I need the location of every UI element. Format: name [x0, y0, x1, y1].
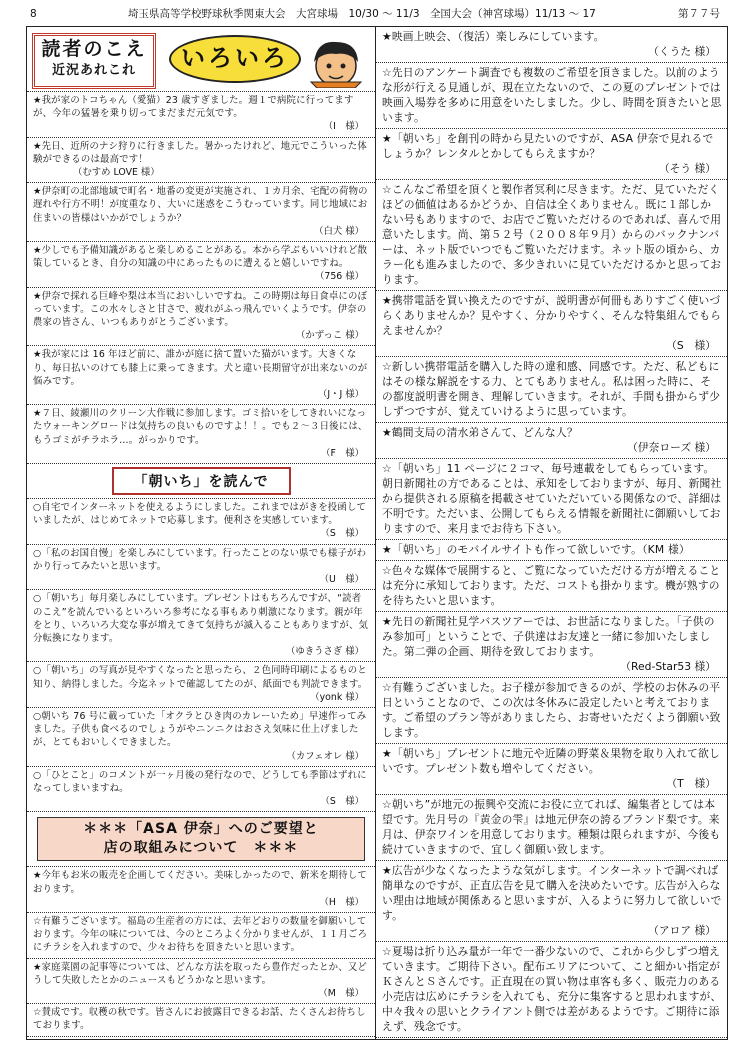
letter-signature: （むすめ LOVE 様） — [73, 167, 160, 179]
readers-voice-box — [32, 33, 156, 89]
masthead-title: 読者のこえ — [41, 38, 147, 60]
letter-text: ○「私のお国自慢」を楽しみにしています。行ったことのない県でも様子がわかり行ってみたいと思います。 — [33, 547, 367, 572]
letter-item — [27, 242, 375, 288]
letter-text: ☆こんなご希望を頂くと製作者冥利に尽きます。ただ、見ていただくほどの価値はあるかどうか、自信は全くありません。既に１部しかない号もありますので、お店でご覧いただけるのであれば、喜んで用意いたします。尚、第５２号（２００８年９月）からのバックナンバーは、ネット版でいつでもご覧いただけます。ネット版の頃から、カラー化も進みましたので、多少きれいに見ていただけるかと思っております。 — [382, 183, 722, 286]
letter-text: ★少しでも予備知識があると楽しめることがある。本から学ぶもいいけれど散策しているとき、自分の知識の中にあったものに遭えると嬉しいですね。 — [33, 245, 368, 270]
letter-item — [27, 662, 375, 708]
letter-text: ★先日、近所のナシ狩りに行きました。暑かったけれど、地元でこういった体験ができるのは最高です！ — [33, 140, 367, 165]
left-items — [27, 92, 375, 464]
letter-text: ○「朝いち」毎月楽しみにしています。プレゼントはもちろんですが、“読者のこえ”を読んでいるといろいろ参考になる事もあり刺激になります。親が年をとり、いろいろ大変な事が増えてきて気持ちが滅入ることもありますが、気分転換になります。 — [33, 593, 369, 644]
letter-item — [376, 423, 727, 459]
letter-item — [27, 138, 375, 184]
section-asa-title — [37, 817, 365, 861]
letter-signature: （U 様） — [319, 574, 364, 586]
letter-item — [376, 861, 727, 942]
event-info: 埼玉県高等学校野球秋季関東大会 大宮球場 10/30 〜 11/3 全国大会（神宮球場）11/13 〜 17 — [128, 8, 596, 20]
page-number: 8 — [30, 8, 37, 20]
mascot-illustration — [303, 32, 369, 88]
letter-item — [27, 92, 375, 138]
letter-signature: （S 様） — [666, 339, 716, 352]
letter-signature: （かずっこ 様） — [295, 330, 364, 342]
letter-signature: （そう 様） — [658, 162, 716, 175]
letter-text: ★今年もお米の販売を企画してください。美味しかったので、新米を期待しております。 — [33, 870, 367, 895]
masthead-subtitle: 近況あれこれ — [51, 63, 136, 78]
letter-item — [27, 499, 375, 545]
letter-text: ○「ひとこと」のコメントが一ヶ月後の発行なので、どうしても季節はずれになってしまいますね。 — [33, 769, 367, 794]
masthead — [27, 27, 375, 92]
letter-signature: （白犬 様） — [314, 225, 364, 237]
letter-text: ☆有難うございました。お子様が参加できるのが、学校のお休みの平日ということなので、この次は冬休みに設定したいと考えております。ご希望のプラン等がありましたら、お寄せいただくよう御願い致します。 — [382, 681, 721, 739]
letter-item — [376, 459, 727, 540]
letter-item — [27, 405, 375, 464]
letter-text: ★我が家には 16 年ほど前に、誰かが庭に捨て置いた猫がいます。大きくなり、毎日払いのけても膝上に乗ってきます。犬と違い長期留守が出来ないのが悩みです。 — [33, 349, 368, 387]
letter-signature: （yonk 様） — [310, 691, 364, 703]
section-asa-right-items — [376, 27, 727, 1038]
section-asaichi-header — [27, 464, 375, 499]
section-asa-title-line1: ＊＊＊「ASA 伊奈」へのご要望と — [83, 821, 319, 838]
section-asaichi-items — [27, 499, 375, 812]
letter-item — [376, 129, 727, 180]
letter-signature: （F 様） — [321, 447, 364, 459]
letter-item — [376, 612, 727, 678]
letter-item — [27, 288, 375, 347]
letter-signature: （Red-Star53 様） — [620, 660, 716, 673]
letter-item — [376, 291, 727, 357]
letter-signature: （T 様） — [666, 777, 716, 790]
letter-text: ★携帯電話を買い換えたのですが、説明書が何冊もありすごく使いづらくありませんか？見やすく、分かりやすく、そんな特集組んでもらえませんか？ — [382, 294, 722, 337]
letter-item — [376, 27, 727, 63]
letter-text: ★我が家のトコちゃん（愛猫）23 歳すぎました。週１で病院に行ってますが、今年の猛暑を乗り切ってまだまだ元気です。 — [33, 95, 354, 120]
letter-item — [27, 590, 375, 662]
letter-text: ☆有難うございます。福島の生産者の方には、去年どおりの数量を御願いしております。今年の味については、今のところよく分かりませんが、１１月ごろにチラシを入れますので、少々お待ちを頂きたいと思います。 — [33, 915, 368, 954]
letter-item — [376, 561, 727, 612]
section-asa-left-items — [27, 867, 375, 1036]
letter-item — [376, 678, 727, 744]
page-header — [26, 4, 728, 24]
letter-signature: （756 様） — [315, 271, 364, 283]
letter-item — [376, 357, 727, 423]
page-frame — [26, 26, 728, 1040]
letter-item — [27, 1004, 375, 1036]
letter-signature: （アロア 様） — [648, 924, 716, 937]
letter-item — [376, 744, 727, 795]
letter-item — [376, 942, 727, 1038]
letter-signature: （H 様） — [319, 896, 364, 908]
letter-text: ☆夏場は折り込み量が一年で一番少ないので、これから少しずつ増えていきます。ご期待下さい。配布エリアについて、こと細かい指定がＫさんとＳさんです。正直現在の買い物は車客も多く、販売力のある小売店は広めにチラシを入れても、充分に集客すると思われますが、中々我々の思いとクライアント側では差があるようです。ご期待に添えず、残念です。 — [382, 945, 722, 1033]
letter-signature: （くうた 様） — [648, 45, 716, 58]
letter-item — [376, 795, 727, 861]
letter-text: ○「朝いち」の写真が見やすくなったと思ったら、２色同時印刷によるものと知り、納得しました。今迄ネットで確認してたのが、紙面でも判読できます。 — [33, 665, 368, 690]
letter-text: ★家庭菜園の記事等については、どんな方法を取ったら豊作だったとか、又どうして失敗したとかのニュースもどうかなと思います。 — [33, 961, 367, 986]
letter-text: ☆先日のアンケート調査でも複数のご希望を頂きました。以前のような形が行える見通しが、現在立たないので、この夏のプレゼントでは映画入場券を多めに用意をいたしました。少し、時間を頂きたいと思います。 — [382, 66, 722, 124]
letter-item — [27, 913, 375, 959]
letter-text: ○自宅でインターネットを使えるようにしました。これまではがきを投函していましたが、はじめてネットで応募します。便利さを実感しています。 — [33, 502, 367, 527]
right-column — [376, 27, 727, 1039]
letter-text: ○朝いち 76 号に載っていた「オクラとひき肉のカレーいため」早速作ってみました。子供も食べるのでしょうがやニンニクはおさえ気味に仕上げましたが、とてもおいしくできました。 — [33, 710, 367, 749]
letter-item — [27, 183, 375, 242]
letter-item — [376, 540, 727, 561]
letter-text: ★「朝いち」を創刊の時から見たいのですが、ASA 伊奈で見れるでしょうか？レンタルとかしてもらえますか？ — [382, 132, 714, 160]
letter-item — [27, 346, 375, 405]
letter-signature: （ゆきうさぎ 様） — [286, 646, 364, 658]
letter-text: ★「朝いち」プレゼントに地元や近隣の野菜＆果物を取り入れて欲しいです。プレゼント数も増やしてください。 — [382, 747, 720, 775]
letter-signature: （I 様） — [323, 121, 364, 133]
issue-number: 第７７号 — [678, 8, 720, 20]
letter-signature: （J・J 様） — [317, 389, 364, 401]
letter-item — [376, 180, 727, 291]
letter-text: ★７日、綾瀬川のクリーン大作戦に参加します。ゴミ拾いをしてきれいになったウォーキングロードは気持ちの良いものですよ！！。でも２〜３日後には、もうゴミがチラホラ…。がっかりです。 — [33, 408, 368, 446]
iroiro-bubble: いろいろ — [169, 35, 301, 83]
letter-item — [376, 63, 727, 129]
letter-signature: （S 様） — [320, 796, 364, 808]
letter-text: ★広告が少なくなったような気がします。インターネットで調べれば簡単なのですが、正直広告を見て購入を決めたいです。広告が入らない理由は地域が関係あると思いますが、入るように努力して欲しいです。 — [382, 864, 722, 922]
letter-text: ☆賛成です。収穫の秋です。皆さんにお披露目できるお話、たくさんお待ちしております。 — [33, 1007, 366, 1032]
letter-text: ☆朝いち”が地元の振興や交流にお役に立てれば、編集者としては本望です。先月号の『黄金の雫』は地元伊奈の誇るブランド梨です。来月は、伊奈ワインを用意しております。種類は限られますが、今後も続けていきますので、宜しく御願い致します。 — [382, 798, 721, 856]
letter-item — [27, 959, 375, 1005]
letter-item — [27, 708, 375, 767]
letter-signature: （M 様） — [318, 987, 364, 999]
letter-text: ☆新しい携帯電話を購入した時の違和感、同感です。ただ、私どもにはその様な解説をする力、とてもありません。私は困った時に、その都度説明書を開き、理解していきます。それが、手間も掛からず少しずつですが、覚えていけるように思っています。 — [382, 360, 721, 418]
letter-text: ★先日の新聞社見学バスツアーでは、お世話になりました。「子供のみ参加可」ということで、子供達はお友達と一緒に参加いたしました。第二弾の企画、期待を致しております。 — [382, 615, 715, 658]
letter-text: ★映画上映会、（復活）楽しみにしています。 — [382, 30, 605, 43]
letter-item — [27, 767, 375, 813]
letter-item — [27, 545, 375, 591]
letter-text: ★「朝いち」のモバイルサイトも作って欲しいです。（KM 様） — [382, 543, 690, 556]
letter-text: ☆「朝いち」11 ページに２コマ、毎号連載をしてもらっています。朝日新聞社の方であることは、承知をしておりますが、毎月、新聞社から提供される原稿を掲載させていただいている関係なので、詳細は不明です。ただいま、公開してもらえる情報を新聞社に御願いしておりますので、来月までお待ち下さい。 — [382, 462, 722, 535]
section-asa-header — [27, 812, 375, 867]
section-asaichi-title: 「朝いち」を読んで — [112, 467, 291, 495]
letter-text: ★鶴間支局の清水弟さんて、どんな人？ — [382, 426, 578, 439]
left-column — [27, 27, 376, 1039]
letter-text: ★伊奈で採れる巨峰や梨は本当においしいですね。この時期は毎日食卓にのぼっています。この水々しさと甘さで、疲れがふっ飛んでいくようです。伊奈の農家の皆さん、いつもありがとうございます。 — [33, 290, 368, 329]
letter-text: ☆色々な媒体で展開すると、ご覧になっていただける方が増えることは充分に承知しております。ただ、コストも掛かります。機が熟すのを待ちたいと思います。 — [382, 564, 721, 607]
section-asa-title-line2: 店の取組みについて ＊＊＊ — [103, 840, 299, 857]
letter-text: ★伊奈町の北部地域で町名・地番の変更が実施され、１カ月余、宅配の荷物の遅れや行方不明！が度重なり、大いに迷惑をこうむっています。同じ地域にお住まいの皆様はいかがでしょうか？ — [33, 186, 368, 224]
letter-signature: （S 様） — [320, 528, 364, 540]
letter-item — [27, 867, 375, 913]
letter-signature: （伊奈ローズ 様） — [627, 441, 716, 454]
letter-signature: （カフェオレ 様） — [286, 750, 364, 762]
